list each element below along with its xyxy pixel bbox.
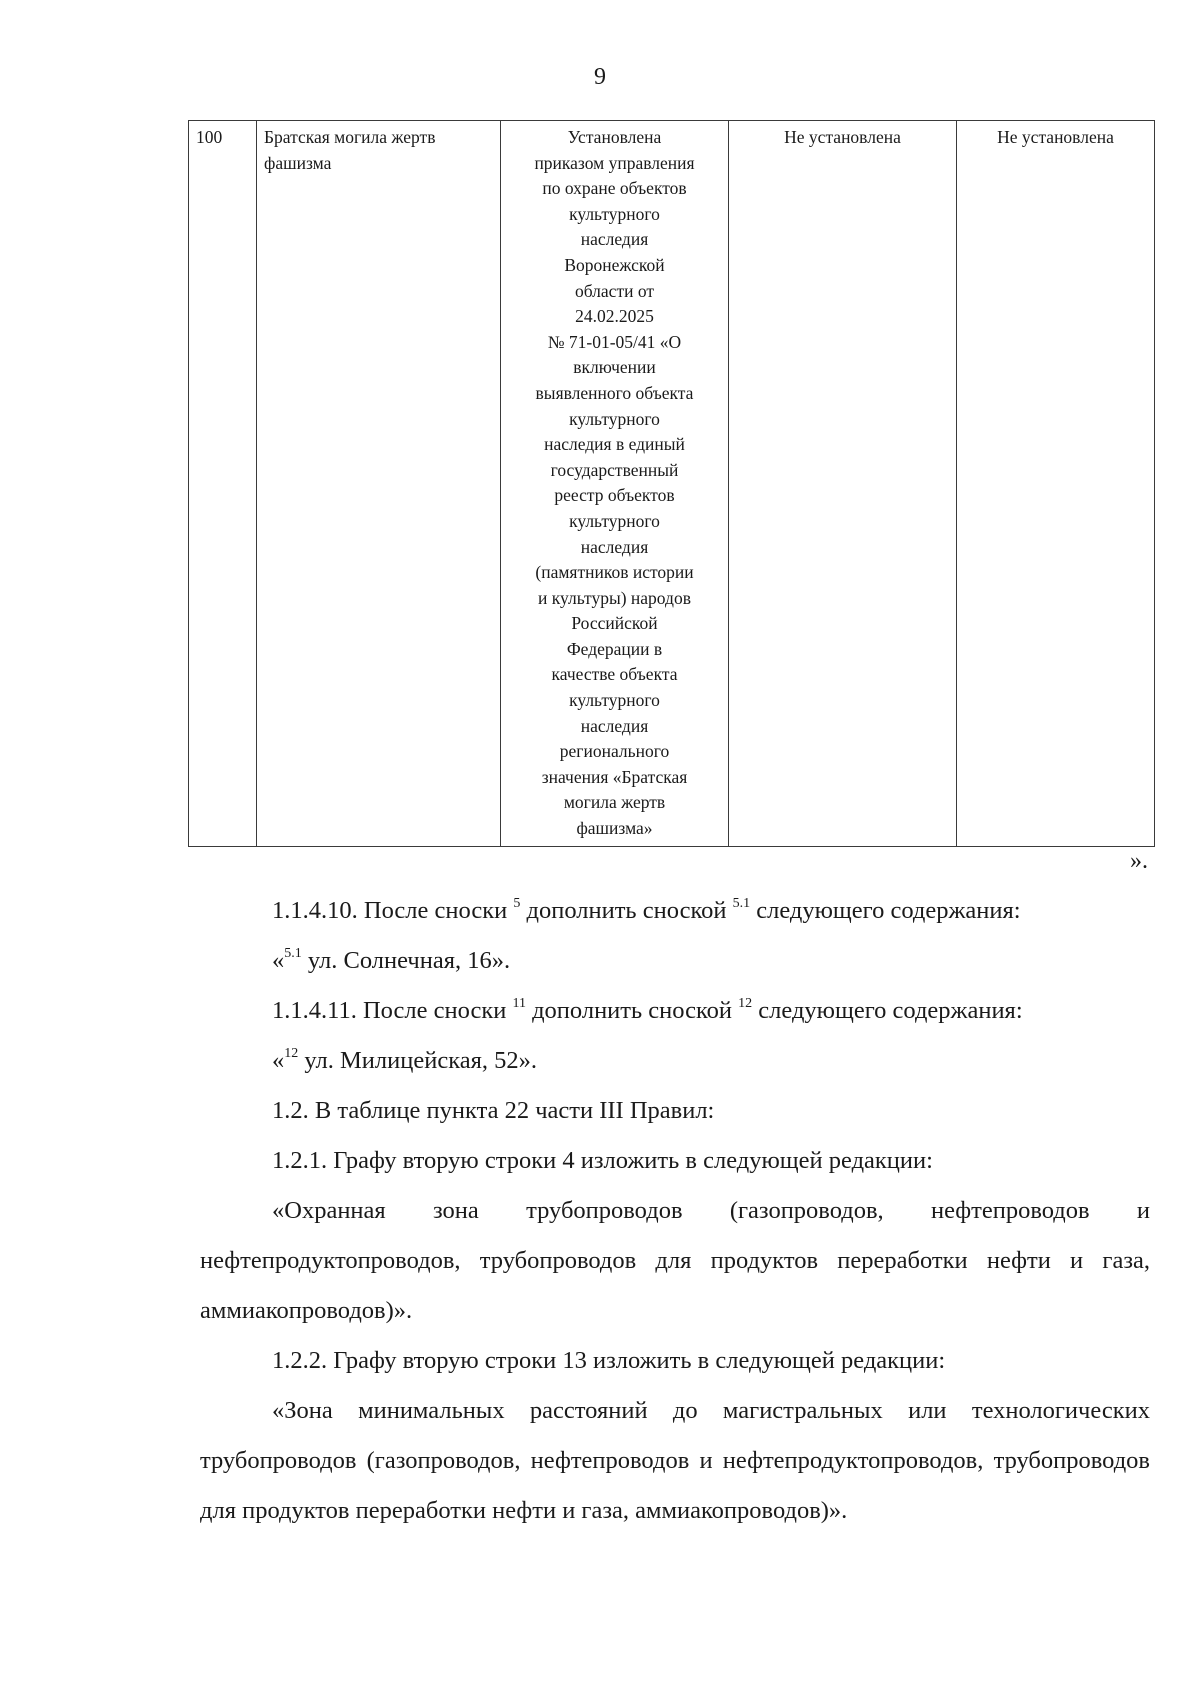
paragraph-footnote-5-1: 1.1.4.10. После сноски $^5$ дополнить сноской $^{5.1}$ следующего содержания:	[272, 895, 1021, 924]
territory-line: культурного	[569, 203, 660, 224]
territory-line: по охране объектов	[542, 178, 687, 199]
territory-line: качестве объекта	[551, 664, 678, 685]
territory-line: наследия в единый	[544, 434, 685, 455]
footnote-ref: 5.1	[732, 895, 751, 911]
cell-object-name	[257, 121, 501, 847]
name-line: Братская могила жертв	[264, 127, 436, 147]
footnote-ref: 5	[513, 895, 521, 911]
paragraph-footnote-12: 1.1.4.11. После сноски $^{11}$ дополнить сноской $^{12}$ следующего содержания:	[272, 995, 1023, 1024]
territory-line: культурного	[569, 408, 660, 429]
cell-protection-zone: Не установлена	[729, 121, 957, 847]
territory-line: культурного	[569, 510, 660, 531]
territory-line: Установлена	[567, 127, 662, 147]
territory-line: области от	[574, 280, 655, 301]
closing-quote: ».	[1130, 848, 1148, 874]
heritage-object-table	[188, 120, 1155, 847]
paragraph-security-zone: «Охранная зона трубопроводов (газопроводов, нефтепроводов и нефтепродуктопроводов, трубопроводов для продуктов переработки нефти и газа, аммиакопроводов)».	[200, 1197, 1150, 1324]
page-number: 9	[594, 64, 606, 90]
territory-line: реестр объектов	[554, 485, 675, 506]
territory-line: государственный	[550, 459, 679, 480]
paragraph-1-2-1: 1.2.1. Графу вторую строки 4 изложить в следующей редакции:	[272, 1147, 933, 1174]
paragraph-1-2-2: 1.2.2. Графу вторую строки 13 изложить в следующей редакции:	[272, 1347, 946, 1374]
footnote-ref: 12	[738, 995, 753, 1011]
territory-line: № 71-01-05/41 «О	[547, 331, 682, 352]
footnote-ref: 5.1	[284, 945, 302, 961]
territory-line: выявленного объекта	[535, 382, 694, 403]
footnote-ref: 11	[512, 995, 526, 1011]
territory-line: приказом управления	[534, 152, 695, 173]
territory-line: Российской	[571, 613, 658, 634]
territory-line: включении	[573, 357, 656, 378]
table-row	[189, 121, 1155, 847]
document-body	[200, 886, 1150, 1536]
paragraph-footnote-12-text: «$^{12}$ ул. Милицейская, 52».	[272, 1045, 538, 1074]
footnote-ref: 12	[284, 1045, 299, 1061]
territory-line: наследия	[580, 229, 649, 250]
territory-line: могила жертв	[563, 792, 666, 813]
territory-line: Федерации в	[566, 638, 663, 659]
name-line: фашизма	[264, 152, 332, 173]
territory-line: наследия	[580, 536, 649, 557]
paragraph-minimum-distance-zone: «Зона минимальных расстояний до магистральных или технологических трубопроводов (газопроводов, нефтепроводов и нефтепродуктопроводов, трубопроводов для продуктов переработки нефти и газа, аммиакопроводов)».	[200, 1397, 1150, 1524]
cell-protection-zone-2: Не установлена	[957, 121, 1155, 847]
territory-line: регионального	[559, 741, 670, 762]
cell-row-number: 100	[189, 121, 257, 847]
territory-line: наследия	[580, 715, 649, 736]
territory-line: фашизма»	[576, 818, 653, 839]
territory-line: 24.02.2025	[575, 306, 654, 327]
territory-line: (памятников истории	[535, 562, 694, 583]
territory-line: и культуры) народов	[538, 587, 691, 608]
territory-line: культурного	[569, 690, 660, 711]
territory-line: значения «Братская	[541, 766, 688, 787]
territory-line: Воронежской	[564, 254, 665, 275]
paragraph-1-2: 1.2. В таблице пункта 22 части III Правил:	[272, 1097, 715, 1124]
cell-territory	[501, 121, 729, 847]
paragraph-footnote-5-1-text: «$^{5.1}$ ул. Солнечная, 16».	[272, 945, 511, 974]
